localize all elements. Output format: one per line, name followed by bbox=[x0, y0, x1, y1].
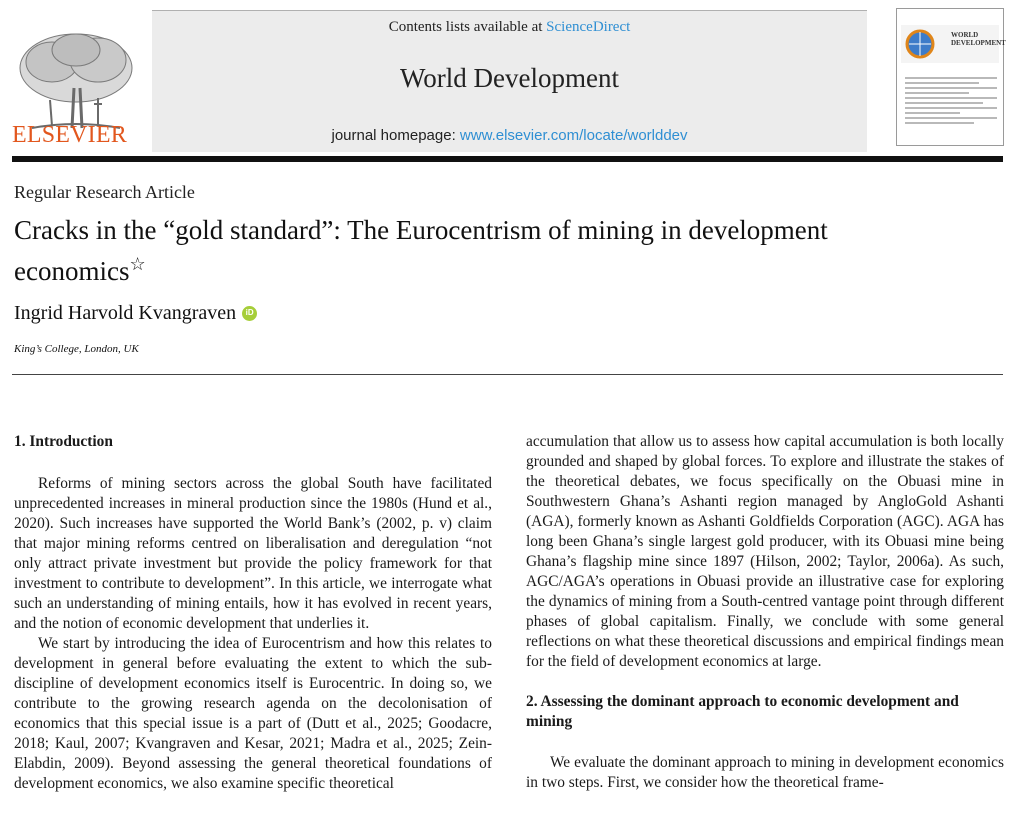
article-title bbox=[14, 213, 914, 288]
article-title-text: Cracks in the “gold standard”: The Eurocentrism of mining in development economics bbox=[14, 215, 828, 286]
body-column-right bbox=[526, 432, 1004, 793]
intro-paragraph-continued: accumulation that allow us to assess how capital accumulation is both locally grounded and shaped by global forces. To explore and illustrate the stakes of the theoretical debates, we focus specifically on the Obuasi mine in Southwestern Ghana’s Ashanti region managed by AngloGold Ashanti (AGA), formerly known as Ashanti Goldfields Corporation (AGC). AGA has long been Ghana’s single largest gold producer, with its Obuasi mine being Ghana’s flagship mine since 1897 (Hilson, 2002; Taylor, 2006a). As such, AGC/AGA’s operations in Obuasi provide an illustrative case for exploring the dynamics of mining from a South-centred vantage point through different phases of global capitalism. Finally, we conclude with some general reflections on what these theoretical discussions and empirical findings mean for the field of development economics at large. bbox=[526, 433, 1004, 670]
journal-homepage-link[interactable]: www.elsevier.com/locate/worlddev bbox=[459, 127, 688, 144]
author-affiliation: King’s College, London, UK bbox=[14, 343, 139, 355]
homepage-prefix: journal homepage: bbox=[331, 127, 460, 144]
article-type: Regular Research Article bbox=[14, 182, 195, 202]
journal-masthead bbox=[0, 0, 1023, 162]
section2-paragraph-1: We evaluate the dominant approach to mining in development economics in two steps. First, we consider how the theoretical frame- bbox=[526, 754, 1004, 791]
abstract-rule bbox=[12, 374, 1003, 375]
section-heading-introduction: 1. Introduction bbox=[14, 433, 113, 450]
intro-paragraph-2: We start by introducing the idea of Eurocentrism and how this relates to development in general before evaluating the extent to which the sub-discipline of development economics itself is Eurocentric. In doing so, we contribute to the growing research agenda on the decolonisation of economics that this special issue is a part of (Dutt et al., 2025; Goodacre, 2018; Kaul, 2007; Kvangraven and Kesar, 2021; Madra et al., 2025; Zein-Elabdin, 2009). Beyond assessing the general theoretical foundations of development economics, we also examine specific theoretical bbox=[14, 635, 492, 792]
title-footnote-star-icon[interactable]: ☆ bbox=[129, 254, 146, 274]
cover-contents-lines bbox=[905, 77, 997, 127]
journal-cover-thumbnail[interactable] bbox=[896, 8, 1004, 146]
body-column-left bbox=[14, 432, 492, 794]
intro-paragraph-1: Reforms of mining sectors across the global South have facilitated unprecedented increases in mineral production since the 1980s (Hund et al., 2020). Such increases have supported the World Bank’s (2002, p. v) claim that major mining reforms centred on liberalisation and deregulation “not only attract private investment but provide the policy framework for that investment to contribute to development”. In this article, we interrogate what such an understanding of mining entails, how it has evolved in recent years, and the notion of economic development that underlies it. bbox=[14, 475, 492, 632]
header-rule bbox=[12, 156, 1003, 162]
section-heading-dominant-approach: 2. Assessing the dominant approach to economic development and mining bbox=[526, 693, 959, 730]
contents-line bbox=[152, 19, 867, 36]
author-line bbox=[14, 302, 257, 325]
homepage-line bbox=[152, 127, 867, 144]
publisher-name: ELSEVIER bbox=[12, 122, 127, 148]
author-name[interactable]: Ingrid Harvold Kvangraven bbox=[14, 302, 237, 324]
globe-icon bbox=[905, 29, 935, 59]
contents-prefix: Contents lists available at bbox=[388, 19, 547, 35]
sciencedirect-link[interactable]: ScienceDirect bbox=[546, 19, 631, 35]
orcid-icon[interactable]: iD bbox=[242, 306, 257, 321]
cover-title: WORLD DEVELOPMENT bbox=[951, 31, 1006, 47]
journal-header-box bbox=[152, 10, 867, 152]
journal-title: World Development bbox=[399, 63, 620, 93]
